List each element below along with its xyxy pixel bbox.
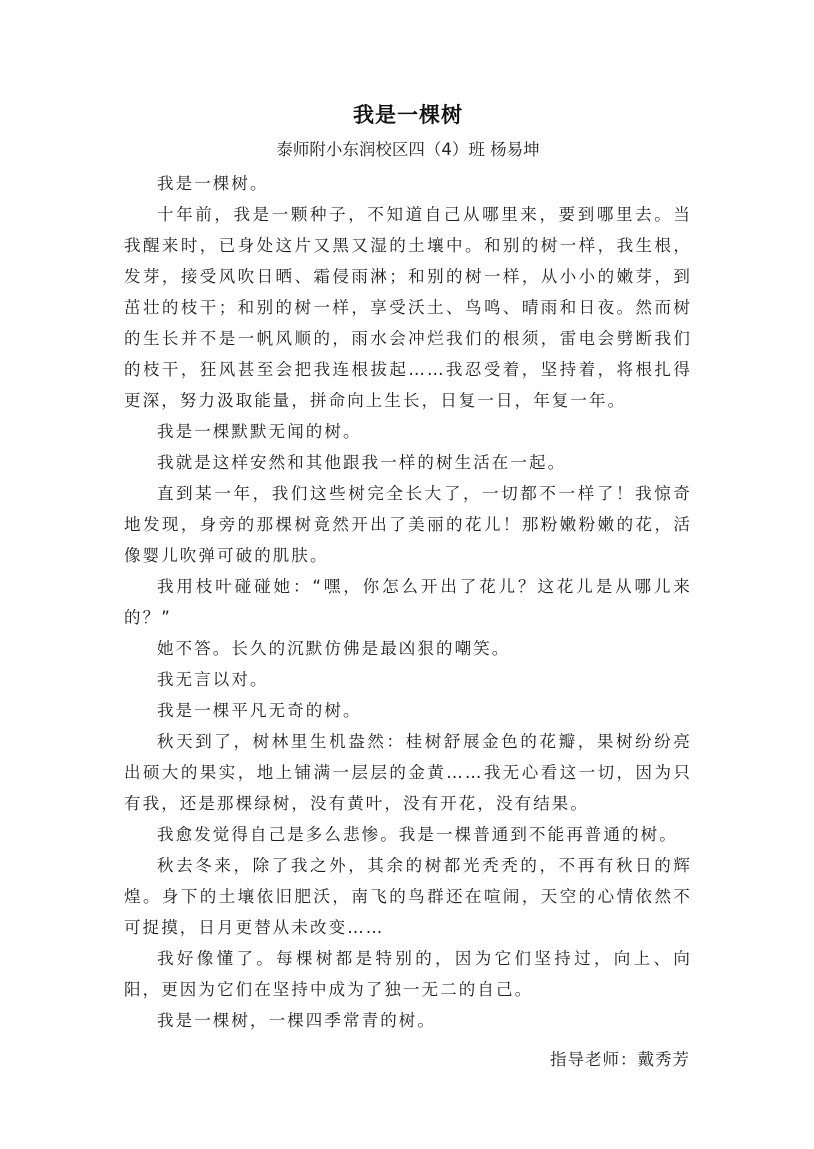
paragraph: 十年前，我是一颗种子，不知道自己从哪里来，要到哪里去。当我醒来时，已身处这片又黑又湿的土壤中。和别的树一样，我生根，发芽，接受风吹日晒、霜侵雨淋；和别的树一样，从小小的嫩芽，到茁壮的枝干；和别的树一样，享受沃土、鸟鸣、晴雨和日夜。然而树的生长并不是一帆风顺的，雨水会冲烂我们的根须，雷电会劈断我们的枝干，狂风甚至会把我连根拔起……我忍受着，坚持着，将根扎得更深，努力汲取能量，拼命向上生长，日复一日，年复一年。	[124, 205, 692, 410]
essay-body	[124, 168, 692, 1036]
paragraph: 她不答。长久的沉默仿佛是最凶狠的嘲笑。	[157, 639, 511, 658]
paragraph: 我是一棵平凡无奇的树。	[157, 701, 362, 720]
paragraph: 我是一棵树。	[157, 174, 269, 193]
paragraph: 我愈发觉得自己是多么悲惨。我是一棵普通到不能再普通的树。	[157, 825, 678, 844]
paragraph: 我无言以对。	[157, 670, 269, 689]
paragraph: 直到某一年，我们这些树完全长大了，一切都不一样了！我惊奇地发现，身旁的那棵树竟然开出了美丽的花儿！那粉嫩粉嫩的花，活像婴儿吹弹可破的肌肤。	[124, 484, 692, 565]
essay-page	[124, 100, 692, 1075]
essay-title: 我是一棵树	[353, 103, 463, 127]
author-byline: 泰师附小东润校区四（4）班 杨易坤	[276, 140, 540, 159]
paragraph: 我是一棵树，一棵四季常青的树。	[157, 1011, 436, 1030]
paragraph: 我是一棵默默无闻的树。	[157, 422, 362, 441]
paragraph: 秋天到了，树林里生机盎然：桂树舒展金色的花瓣，果树纷纷亮出硕大的果实，地上铺满一层层的金黄……我无心看这一切，因为只有我，还是那棵绿树，没有黄叶，没有开花，没有结果。	[124, 732, 692, 813]
paragraph: 我好像懂了。每棵树都是特别的，因为它们坚持过，向上、向阳，更因为它们在坚持中成为了独一无二的自己。	[124, 949, 692, 999]
paragraph: 我就是这样安然和其他跟我一样的树生活在一起。	[157, 453, 567, 472]
paragraph: 我用枝叶碰碰她：“嘿，你怎么开出了花儿？这花儿是从哪儿来的？”	[124, 577, 692, 627]
teacher-signature: 指导老师：戴秀芳	[550, 1050, 690, 1069]
paragraph: 秋去冬来，除了我之外，其余的树都光秃秃的，不再有秋日的辉煌。身下的土壤依旧肥沃，南飞的鸟群还在喧闹，天空的心情依然不可捉摸，日月更替从未改变……	[124, 856, 692, 937]
